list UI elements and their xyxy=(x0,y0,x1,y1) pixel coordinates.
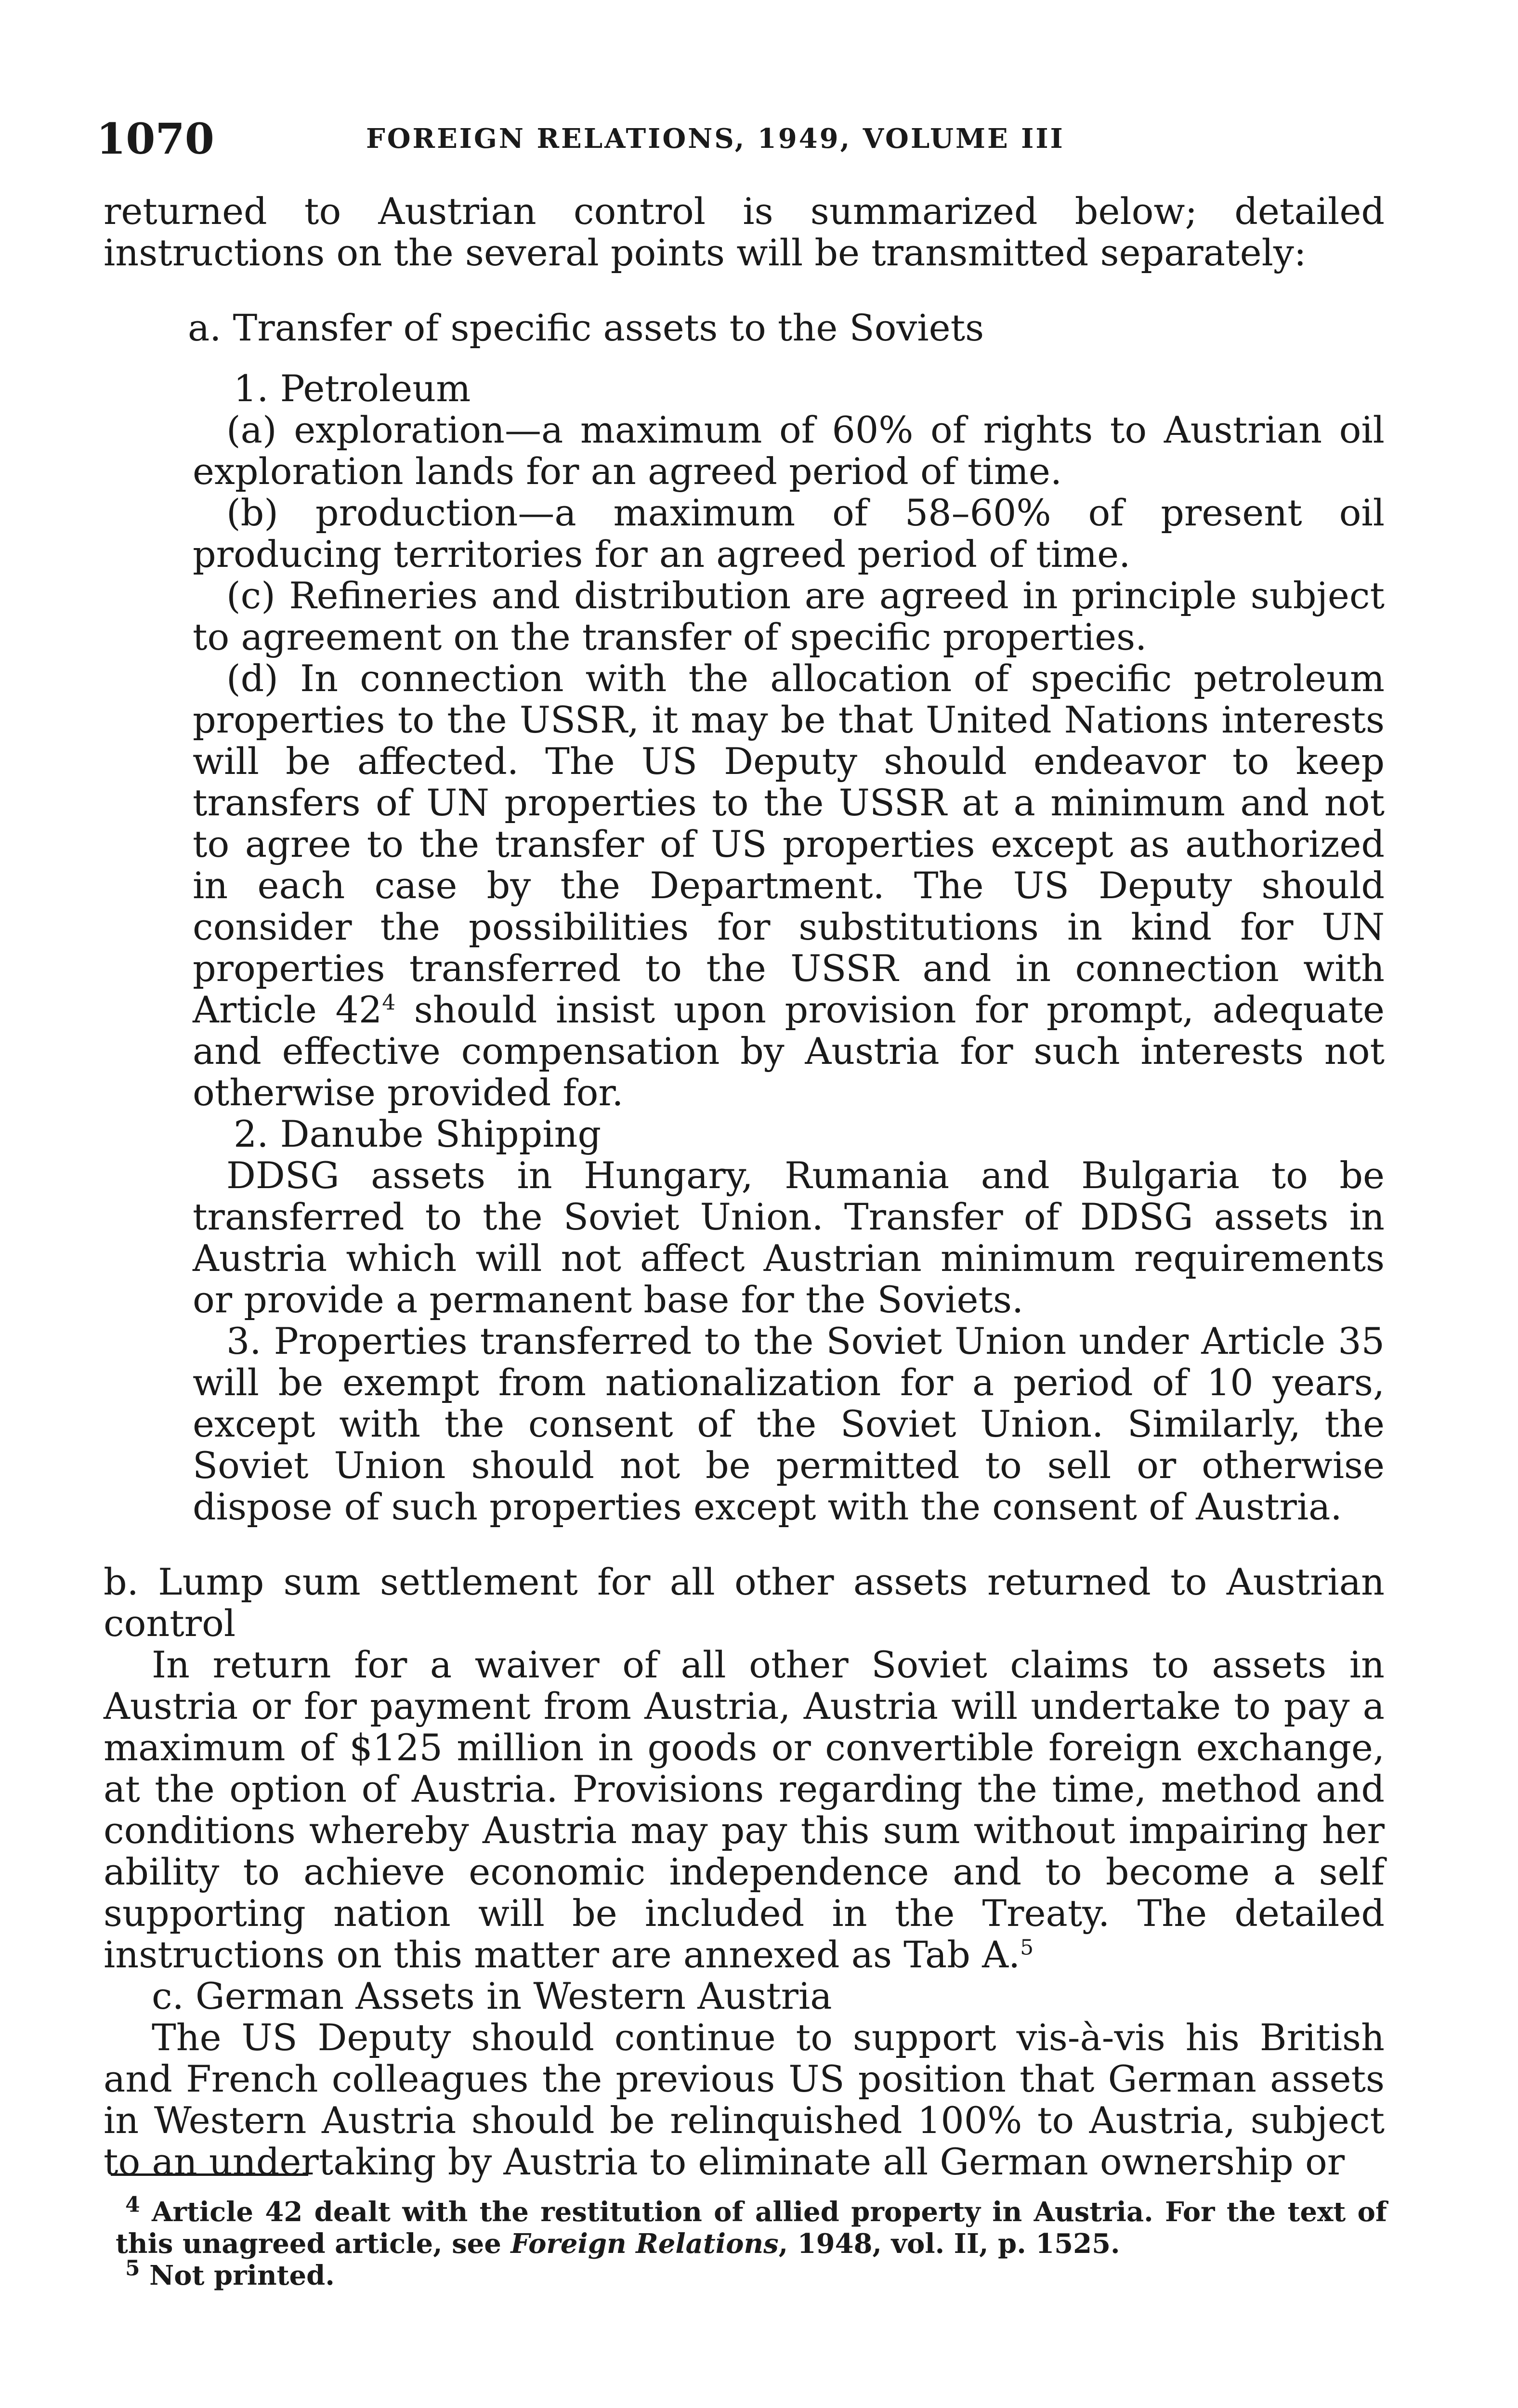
item-2-text: DDSG assets in Hungary, Rumania and Bulgaria to be transferred to the Soviet Union. Transfer of DDSG assets in Austria which will not affect Austrian minimum requirements or provide a permanent base for the Soviets. xyxy=(193,1154,1385,1321)
item-1-d xyxy=(104,658,1385,1113)
footnote-rule xyxy=(111,2173,308,2176)
section-c-text: The US Deputy should continue to support vis-à-vis his British and French colleagues the previous US position that German assets in Western Austria should be relinquished 100% to Austria, subject to an undertaking by Austria to eliminate all German ownership or xyxy=(104,2016,1385,2183)
body-text xyxy=(104,191,1385,2183)
section-b-heading: b. Lump sum settlement for all other assets returned to Austrian control xyxy=(104,1560,1385,1645)
section-a-heading: a. Transfer of specific assets to the Soviets xyxy=(188,306,984,349)
running-head: FOREIGN RELATIONS, 1949, VOLUME III xyxy=(366,123,1065,155)
item-1-b: (b) production—a maximum of 58–60% of present oil producing territories for an agreed period of time. xyxy=(193,491,1385,576)
footnote-4 xyxy=(116,2192,1387,2260)
item-1-d-text-cont: should insist upon provision for prompt, adequate and effective compensation by Austria for such interests not otherwise provided for. xyxy=(193,988,1385,1114)
footnote-5 xyxy=(116,2256,1387,2291)
item-1-heading: 1. Petroleum xyxy=(234,367,471,410)
footnote-ref-4: 4 xyxy=(382,990,396,1015)
intro-paragraph: returned to Austrian control is summarized below; detailed instructions on the several points will be transmitted separately: xyxy=(104,190,1385,274)
footnote-4-text-cont: , 1948, vol. II, p. 1525. xyxy=(778,2228,1120,2260)
page-number: 1070 xyxy=(96,114,214,164)
page-header xyxy=(96,110,1397,168)
item-1-a: (a) exploration—a maximum of 60% of rights to Austrian oil exploration lands for an agreed period of time. xyxy=(193,408,1385,493)
section-b-text-body: In return for a waiver of all other Soviet claims to assets in Austria or for payment from Austria, Austria will undertake to pay a maximum of $125 million in goods or convertible foreign exchange, at the option of Austria. Provisions regarding the time, method and conditions whereby Austria may pay this sum without impairing her ability to achieve economic independence and to become a self supporting nation will be included in the Treaty. The detailed instructions on this matter are annexed as Tab A. xyxy=(104,1643,1385,1976)
item-1-c: (c) Refineries and distribution are agreed in principle subject to agreement on the transfer of specific properties. xyxy=(193,574,1385,658)
footnotes xyxy=(116,2192,1387,2291)
footnote-4-title: Foreign Relations xyxy=(510,2228,779,2260)
footnote-5-mark: 5 xyxy=(125,2256,140,2281)
item-1-d-text: (d) In connection with the allocation of specific petroleum properties to the USSR, it may be that United Nations interests will be affected. The US Deputy should endeavor to keep transfers of UN properties to the USSR at a minimum and not to agree to the transfer of US properties except as authorized in each case by the Department. The US Deputy should consider the possibilities for substitutions in kind for UN properties transferred to the USSR and in connection with Article 42 xyxy=(193,657,1385,1031)
footnote-4-text: Article 42 dealt with the restitution of allied property in Austria. For the text of this unagreed article, see xyxy=(116,2196,1387,2260)
section-b-text xyxy=(104,1644,1385,1976)
footnote-5-text: Not printed. xyxy=(140,2260,335,2291)
section-c-heading: c. German Assets in Western Austria xyxy=(152,1975,832,2017)
item-2-heading: 2. Danube Shipping xyxy=(234,1112,602,1155)
footnote-4-mark: 4 xyxy=(125,2192,140,2217)
footnote-ref-5: 5 xyxy=(1020,1935,1034,1960)
item-3-text: 3. Properties transferred to the Soviet Union under Article 35 will be exempt from nationalization for a period of 10 years, except with the consent of the Soviet Union. Similarly, the Soviet Union should not be permitted to sell or otherwise dispose of such properties except with the consent of Austria. xyxy=(193,1320,1385,1528)
